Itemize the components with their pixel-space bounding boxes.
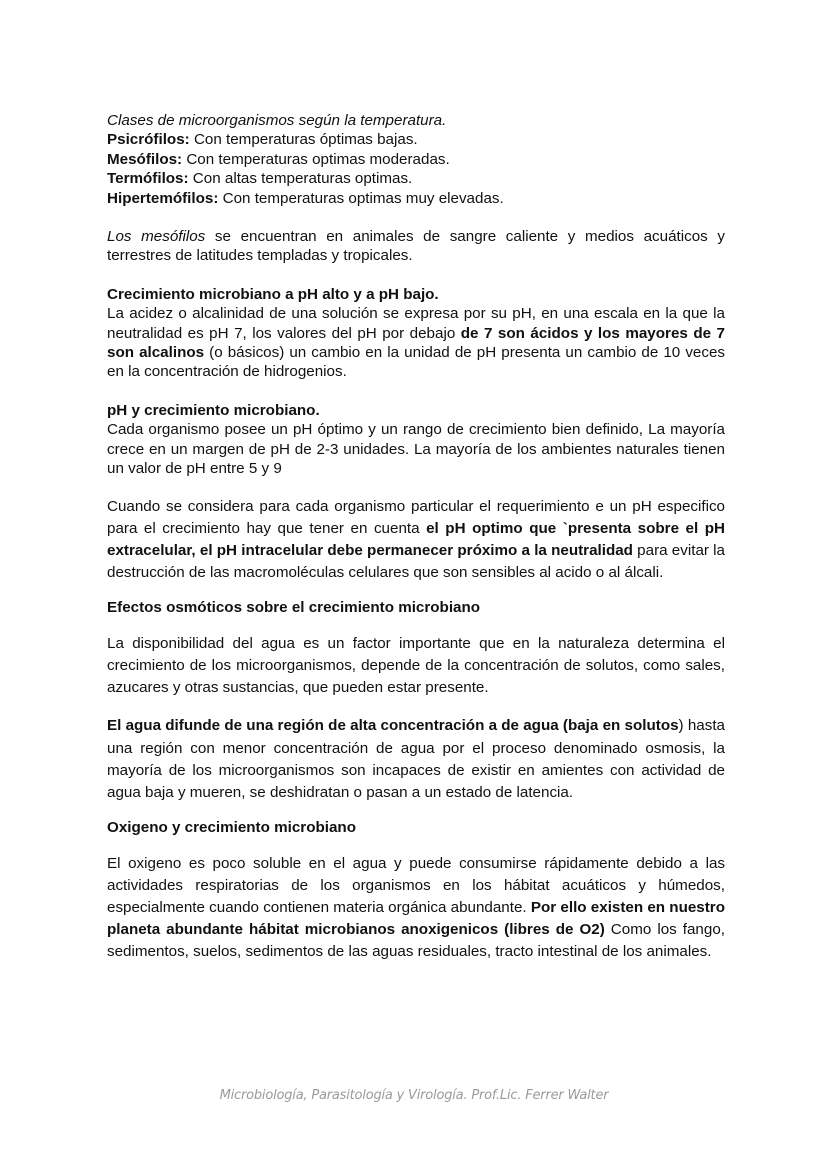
definition: Con temperaturas optimas muy elevadas. bbox=[218, 189, 504, 207]
ph-consider-paragraph: Cuando se considera para cada organismo particular el requerimiento e un pH especifico para el crecimiento hay que tener en cuenta el pH optimo que `presenta sobre el pH extracelular, el pH intracelular debe permanecer próximo a la neutralidad para evitar la destrucción de las macromoléculas celulares que son sensibles al acido o al álcali. bbox=[107, 497, 725, 582]
term: Termófilos: bbox=[107, 170, 189, 188]
osmotic-heading: Efectos osmóticos sobre el crecimiento microbiano bbox=[107, 599, 481, 617]
term: Psicrófilos: bbox=[107, 131, 190, 149]
osmotic-paragraph-1: La disponibilidad del agua es un factor importante que en la naturaleza determina el crecimiento de los microorganismos, depende de la concentración de solutos, como sales, azucares y otras sustancias, que pueden estar presente. bbox=[107, 634, 725, 697]
oxygen-paragraph: El oxigeno es poco soluble en el agua y puede consumirse rápidamente debido a las actividades respiratorias de los organismos en los hábitat acuáticos y húmedos, especialmente cuando contienen materia orgánica abundante. Por ello existen en nuestro planeta abundante hábitat microbianos anoxigenicos (libres de O2) Como los fango, sedimentos, suelos, sedimentos de las aguas residuales, tracto intestinal de los animales. bbox=[107, 854, 725, 961]
oxygen-heading: Oxigeno y crecimiento microbiano bbox=[107, 819, 356, 837]
page-footer: Microbiología, Parasitología y Virología. Prof.Lic. Ferrer Walter bbox=[219, 1088, 609, 1103]
temp-class-hipertemofilos bbox=[107, 189, 725, 208]
temp-class-mesofilos bbox=[107, 150, 725, 169]
mesofilos-paragraph: Los mesófilos se encuentran en animales de sangre caliente y medios acuáticos y terrestres de latitudes templadas y tropicales. bbox=[107, 228, 725, 265]
term: Hipertemófilos: bbox=[107, 189, 219, 207]
definition: Con altas temperaturas optimas. bbox=[188, 170, 413, 188]
definition: Con temperaturas optimas moderadas. bbox=[182, 150, 450, 168]
ph-growth-paragraph: Cada organismo posee un pH óptimo y un rango de crecimiento bien definido, La mayoría crece en un margen de pH de 2-3 unidades. La mayoría de los ambientes naturales tienen un valor de pH entre 5 y 9 bbox=[107, 421, 725, 478]
ph-growth-heading: pH y crecimiento microbiano. bbox=[107, 401, 320, 419]
ph-section-heading: Crecimiento microbiano a pH alto y a pH bajo. bbox=[107, 285, 439, 303]
temperature-classes-heading: Clases de microorganismos según la temperatura. bbox=[107, 112, 447, 129]
osmotic-paragraph-2: El agua difunde de una región de alta concentración a de agua (baja en solutos) hasta una región con menor concentración de agua por el proceso denominado osmosis, la mayoría de los microorganismos son incapaces de existir en amientes con actividad de agua baja y mueren, se deshidratan o pasan a un estado de latencia. bbox=[107, 717, 725, 801]
temp-class-psicrofilos bbox=[107, 130, 725, 149]
definition: Con temperaturas óptimas bajas. bbox=[189, 131, 418, 149]
term: Mesófilos: bbox=[107, 150, 183, 168]
document-body bbox=[107, 111, 725, 964]
ph-section-paragraph: La acidez o alcalinidad de una solución se expresa por su pH, en una escala en la que la neutralidad es pH 7, los valores del pH por debajo de 7 son ácidos y los mayores de 7 son alcalinos (o básicos) un cambio en la unidad de pH presenta un cambio de 10 veces en la concentración de hidrogenios. bbox=[107, 305, 725, 381]
temp-class-termofilos bbox=[107, 169, 725, 188]
